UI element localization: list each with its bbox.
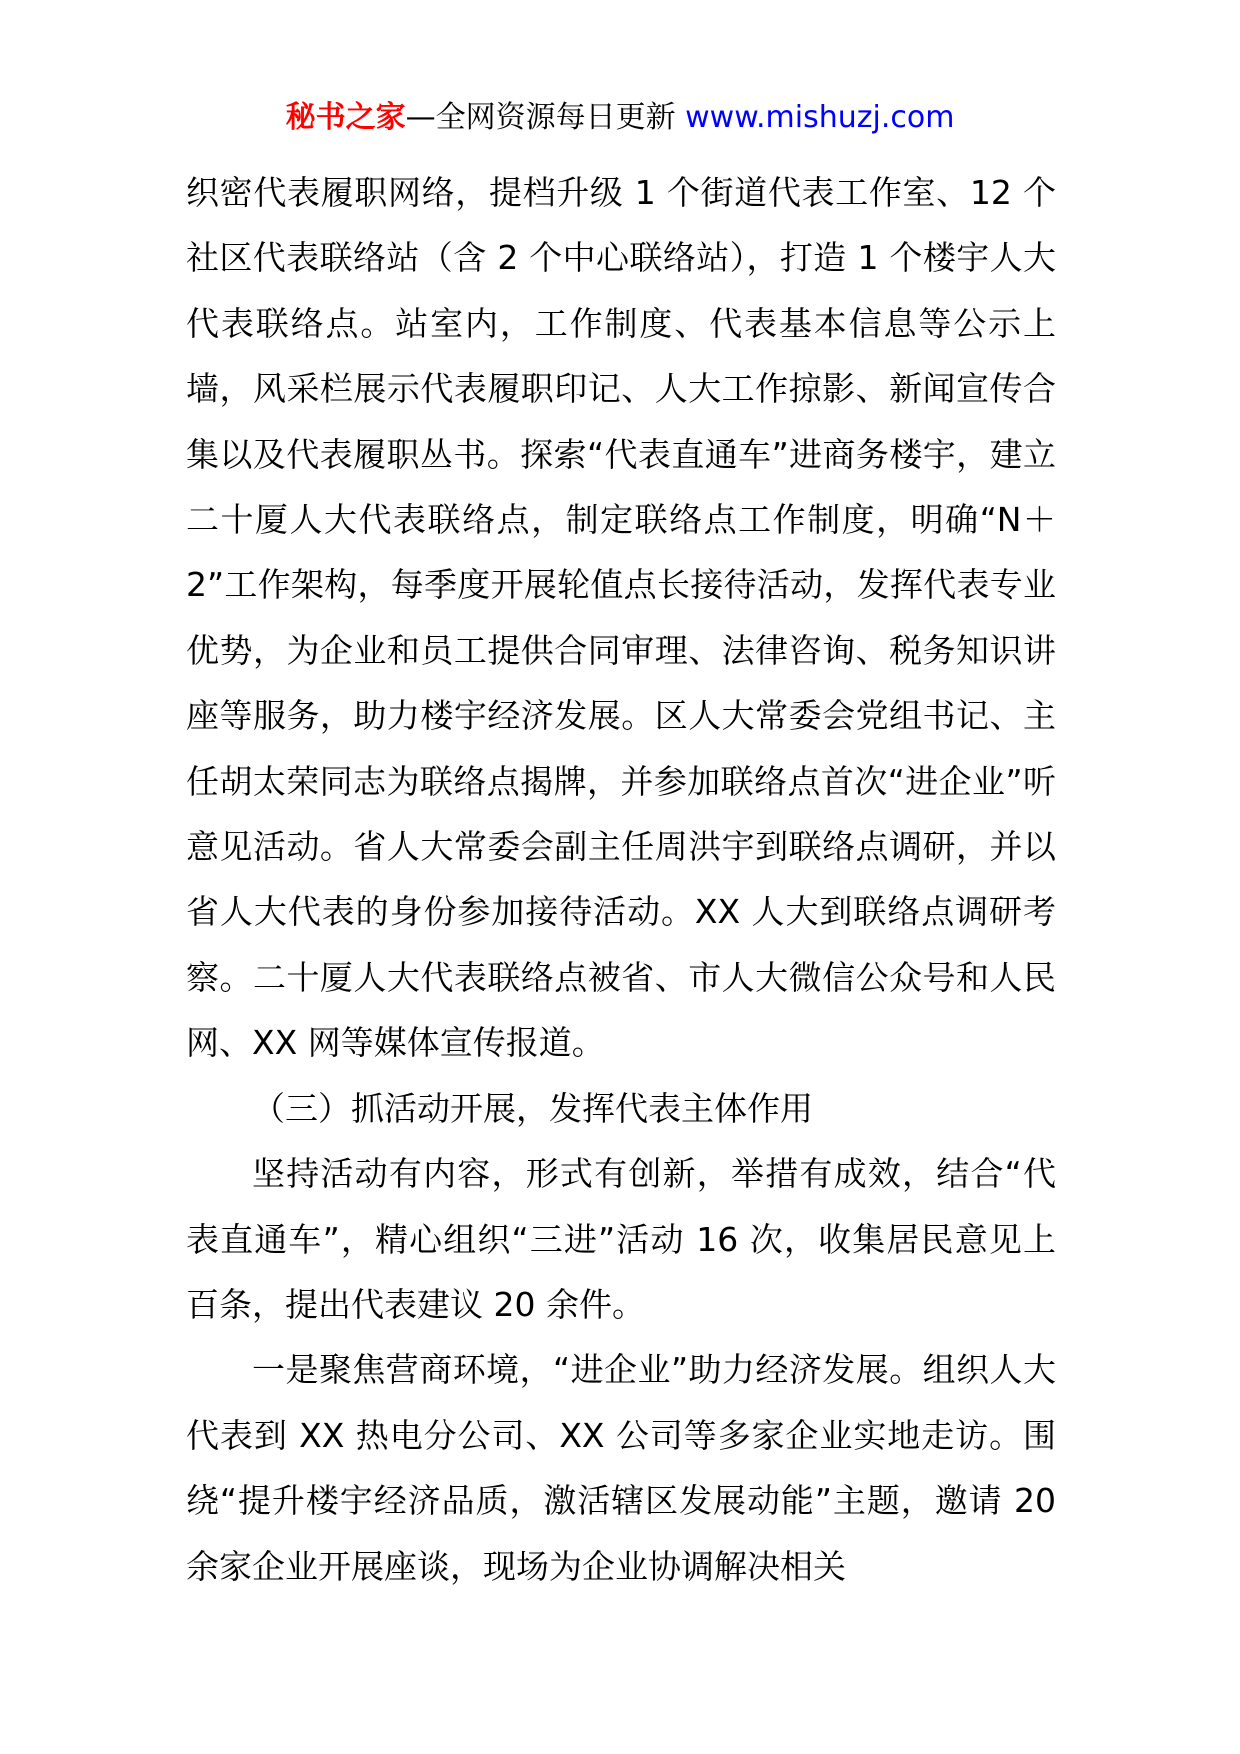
document-body — [186, 160, 1056, 1599]
site-url-link[interactable]: www.mishuzj.com — [685, 100, 955, 135]
site-brand: 秘书之家 — [285, 100, 406, 135]
site-slogan: —全网资源每日更新 — [405, 100, 686, 135]
site-header — [0, 98, 1240, 138]
paragraph-business-environment: 一是聚焦营商环境，“进企业”助力经济发展。组织人大代表到 XX 热电分公司、XX 公司等多家企业实地走访。围绕“提升楼宇经济品质，激活辖区发展动能”主题，邀请 20 余家企业开展座谈，现场为企业协调解决相关 — [186, 1350, 1056, 1586]
paragraph-representative-network: 织密代表履职网络，提档升级 1 个街道代表工作室、12 个社区代表联络站（含 2 个中心联络站），打造 1 个楼宇人大代表联络点。站室内，工作制度、代表基本信息等公示上墙，风采栏展示代表履职印记、人大工作掠影、新闻宣传合集以及代表履职丛书。探索“代表直通车”进商务楼宇，建立二十厦人大代表联络点，制定联络点工作制度，明确“N＋2”工作架构，每季度开展轮值点长接待活动，发挥代表专业优势，为企业和员工提供合同审理、法律咨询、税务知识讲座等服务，助力楼宇经济发展。区人大常委会党组书记、主任胡太荣同志为联络点揭牌，并参加联络点首次“进企业”听意见活动。省人大常委会副主任周洪宇到联络点调研，并以省人大代表的身份参加接待活动。XX 人大到联络点调研考察。二十厦人大代表联络点被省、市人大微信公众号和人民网、XX 网等媒体宣传报道。 — [186, 173, 1056, 1063]
paragraph-activities-summary: 坚持活动有内容，形式有创新，举措有成效，结合“代表直通车”，精心组织“三进”活动 16 次，收集居民意见上百条，提出代表建议 20 余件。 — [186, 1154, 1056, 1324]
section-heading-activities: （三）抓活动开展，发挥代表主体作用 — [252, 1088, 813, 1128]
